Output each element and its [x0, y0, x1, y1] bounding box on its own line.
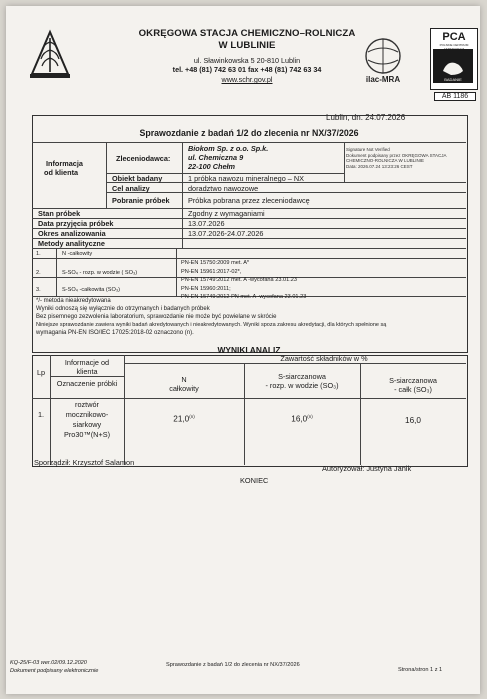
doc-signed-note: Dokument podpisany elektronicznie	[10, 668, 99, 674]
page-number: Strona/stron 1 z 1	[398, 667, 443, 673]
obiekt-value: 1 próbka nawozu mineralnego – NX	[188, 174, 305, 183]
method-3-name: S-SO₄ -całkowita (SO₃)	[62, 287, 121, 293]
okres-label: Okres analizowania	[38, 229, 106, 238]
note-3: Bez pisemnego zezwolenia laboratorium, sprawozdanie nie może być powielane w skrócie	[36, 314, 277, 320]
result-row-sample: roztwór mocznikowo- siarkowy Pro30™(N+S)	[63, 400, 111, 439]
obiekt-label: Obiekt badany	[112, 174, 163, 183]
document-page	[6, 6, 480, 694]
pobranie-value: Próbka pobrana przez zleceniodawcę	[188, 196, 310, 205]
note-1: */- metoda nieakredytowana	[36, 298, 111, 304]
method-2-no: 2.	[36, 270, 41, 276]
cel-label: Cel analizy	[112, 184, 150, 193]
ilac-mra-logo	[356, 36, 410, 84]
pca-text: PCA	[431, 29, 477, 43]
results-col-zawartosc: Zawartość składników w %	[280, 354, 368, 363]
zleceniodawca-name: Biokom Sp. z o.o. Sp.k.	[188, 144, 269, 153]
accreditation-number: AB 1186	[434, 92, 476, 101]
org-address: ul. Sławinkowska 5 20-810 Lublin	[193, 56, 301, 65]
method-2-std-b: PN-EN 15749:2012 met. A -wycofana 23.01.23	[181, 277, 297, 283]
results-col-oznaczenie: Oznaczenie próbki	[56, 379, 118, 388]
note-5: wymagania PN-EN ISO/IEC 17025:2018-02 oznaczono (n).	[36, 330, 194, 336]
result-s-calk-value: 16,0	[405, 416, 421, 425]
result-s-rozp-value: 16,0$^{(n)}$	[291, 414, 313, 424]
result-n-value: 21,0$^{(n)}$	[173, 414, 195, 424]
form-code: KQ-25/F-03 wer.02/09.12.2020	[10, 660, 87, 666]
authorized-by: Autoryzował: Justyna Janik	[322, 464, 412, 473]
org-website[interactable]: www.schr.gov.pl	[221, 75, 273, 84]
note-2: Wyniki odnoszą się wyłącznie do otrzymanych i badanych próbek	[36, 306, 210, 312]
pca-subtitle: POLSKIE CENTRUM	[439, 43, 469, 47]
hand-icon	[433, 49, 473, 83]
result-row-lp: 1.	[37, 410, 45, 419]
method-1-std: PN-EN 15750:2009 met. A*	[181, 260, 250, 266]
org-name: OKRĘGOWA STACJA CHEMICZNO–ROLNICZA W LUBLINIE	[138, 28, 356, 51]
results-col-lp: Lp	[36, 368, 46, 377]
stan-value: Zgodny z wymaganiami	[188, 209, 265, 218]
letterhead	[6, 6, 480, 106]
data-przyjecia-label: Data przyjęcia próbek	[38, 219, 114, 228]
zleceniodawca-city: 22-100 Chełm	[188, 162, 236, 171]
zleceniodawca-label: Zleceniodawca:	[116, 154, 171, 163]
okres-value: 13.07.2026-24.07.2026	[188, 229, 264, 238]
results-title: WYNIKI ANALIZ	[217, 345, 281, 355]
pca-badanie-text: BADANIE	[444, 77, 462, 82]
client-info-label: Informacja od klienta	[44, 159, 83, 177]
method-2-name: S-SO₄ - rozp. w wodzie ( SO₃)	[62, 270, 138, 276]
note-4: Niniejsze sprawozdanie zawiera wyniki badań akredytowanych i nieakredytowanych. Wyniki spoza zakresu akredytacji, dla których spełnione są	[36, 322, 387, 328]
method-3-no: 3.	[36, 287, 41, 293]
method-3-std-b: PN-EN 15749:2012 PN met. A -wycofana 23.01.23	[181, 294, 307, 300]
results-col-n: N całkowity	[169, 375, 199, 393]
results-col-s-calk: S-siarczanowa - całk (SO₃)	[389, 376, 437, 394]
results-col-s-rozp: S-siarczanowa - rozp. w wodzie (SO₃)	[265, 372, 339, 390]
signature-box: Signature Not Verified Dokument podpisany przez OKRĘGOWA STACJA CHEMICZNO-ROLNICZA W LUBLINIE Data: 2026.07.24 13:23:26 CEST	[346, 147, 447, 169]
method-1-no: 1.	[36, 251, 41, 257]
results-col-info: Informacje od klienta	[64, 358, 110, 376]
method-3-std-a: PN-EN 15960:2011;	[181, 286, 231, 292]
method-2-std-a: PN-EN 15961:2017-02*,	[181, 269, 242, 275]
method-1-name: N -całkowity	[62, 251, 93, 257]
pobranie-label: Pobranie próbek	[112, 196, 170, 205]
footer-report-ref: Sprawozdanie z badań 1/2 do zlecenia nr NX/37/2026	[166, 662, 300, 668]
koniec-label: KONIEC	[240, 476, 269, 485]
pca-hand-badge	[433, 49, 473, 83]
zleceniodawca-street: ul. Chemiczna 9	[188, 153, 244, 162]
ilac-text: ilac-MRA	[365, 75, 401, 84]
pca-logo	[430, 28, 478, 90]
stan-label: Stan próbek	[38, 209, 81, 218]
metody-label: Metody analityczne	[38, 239, 105, 248]
prepared-by: Sporządził: Krzysztof Salamon	[34, 458, 135, 467]
cel-value: doradztwo nawozowe	[188, 184, 259, 193]
report-date: Lublin, dn. 24.07.2026	[326, 113, 406, 122]
data-przyjecia-value: 13.07.2026	[188, 219, 225, 228]
wheat-emblem-icon	[28, 28, 72, 80]
org-phone: tel. +48 (81) 742 63 01 fax +48 (81) 742 63 34	[172, 65, 322, 74]
report-title: Sprawozdanie z badań 1/2 do zlecenia nr NX/37/2026	[139, 128, 359, 138]
